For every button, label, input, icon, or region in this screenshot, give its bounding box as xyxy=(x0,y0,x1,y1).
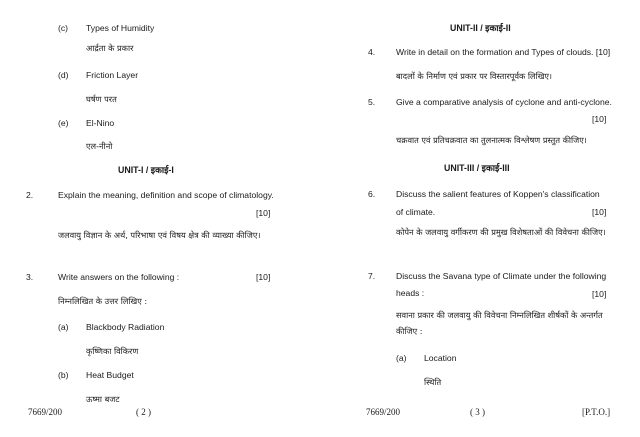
item-a-hindi: कृष्णिका विकिरण xyxy=(86,346,139,356)
item-b-label: (b) xyxy=(58,370,69,380)
item-a-label: (a) xyxy=(58,322,69,332)
item-b-english: Heat Budget xyxy=(86,370,134,380)
item-b-hindi: ऊष्मा बजट xyxy=(86,394,120,404)
item-c-hindi: आर्द्रता के प्रकार xyxy=(86,43,134,53)
question-2-text: Explain the meaning, definition and scope of climatology. xyxy=(58,190,274,200)
item-d-label: (d) xyxy=(58,70,69,80)
question-3-text: Write answers on the following : xyxy=(58,272,180,282)
question-6-number: 6. xyxy=(368,189,376,199)
question-4-number: 4. xyxy=(368,47,376,57)
item-a-english-right: Location xyxy=(424,353,457,363)
question-2-hindi: जलवायु विज्ञान के अर्थ, परिभाषा एवं विषय क्षेत्र की व्याख्या कीजिए। xyxy=(58,230,261,240)
question-3-number: 3. xyxy=(26,272,34,282)
question-5-number: 5. xyxy=(368,97,376,107)
item-c-label: (c) xyxy=(58,23,69,33)
question-6-hindi: कोपेन के जलवायु वर्गीकरण की प्रमुख विशेषताओं की विवेचना कीजिए। xyxy=(396,227,606,237)
item-d-english: Friction Layer xyxy=(86,70,139,80)
question-6-marks: [10] xyxy=(592,207,607,217)
footer-page-number-right: ( 3 ) xyxy=(470,407,485,417)
question-5-marks: [10] xyxy=(592,114,607,124)
footer-pto: [P.T.O.] xyxy=(582,407,611,417)
item-e-hindi: एल-नीनो xyxy=(86,141,113,151)
unit-1-heading: UNIT-I / इकाई-I xyxy=(118,165,174,175)
question-7-text-line-2: heads : xyxy=(396,288,425,298)
unit-3-heading: UNIT-III / इकाई-III xyxy=(444,163,510,173)
question-7-text-line-1: Discuss the Savana type of Climate under the following xyxy=(396,271,607,281)
footer-code-right: 7669/200 xyxy=(366,407,401,417)
question-5-hindi: चक्रवात एवं प्रतिचक्रवात का तुलनात्मक विश्लेषण प्रस्तुत कीजिए। xyxy=(396,135,587,145)
question-4-text: Write in detail on the formation and Types of clouds. [10] xyxy=(396,47,611,57)
question-4-hindi: बादलों के निर्माण एवं प्रकार पर विस्तारपूर्वक लिखिए। xyxy=(396,71,553,81)
unit-2-heading: UNIT-II / इकाई-II xyxy=(450,23,511,33)
question-7-number: 7. xyxy=(368,271,376,281)
item-e-english: El-Nino xyxy=(86,118,115,128)
item-c-english: Types of Humidity xyxy=(86,23,155,33)
footer-code: 7669/200 xyxy=(28,407,63,417)
question-3-hindi: निम्नलिखित के उत्तर लिखिए : xyxy=(58,296,148,306)
question-5-text: Give a comparative analysis of cyclone and anti-cyclone. xyxy=(396,97,612,107)
item-e-label: (e) xyxy=(58,118,69,128)
item-a-label-right: (a) xyxy=(396,353,407,363)
item-a-hindi-right: स्थिति xyxy=(424,377,442,387)
question-7-hindi: सवाना प्रकार की जलवायु की विवेचना निम्नलिखित शीर्षकों के अन्तर्गत कीजिए : xyxy=(396,310,603,336)
question-3-marks: [10] xyxy=(256,272,271,282)
item-d-hindi: घर्षण परत xyxy=(86,94,117,104)
right-page xyxy=(320,0,640,437)
question-6-text-line-1: Discuss the salient features of Koppen's classification xyxy=(396,189,600,199)
item-a-english: Blackbody Radiation xyxy=(86,322,165,332)
question-7-marks: [10] xyxy=(592,289,607,299)
question-2-number: 2. xyxy=(26,190,34,200)
question-2-marks: [10] xyxy=(256,208,271,218)
question-6-text-line-2: of climate. xyxy=(396,207,436,217)
footer-page-number: ( 2 ) xyxy=(136,407,151,417)
